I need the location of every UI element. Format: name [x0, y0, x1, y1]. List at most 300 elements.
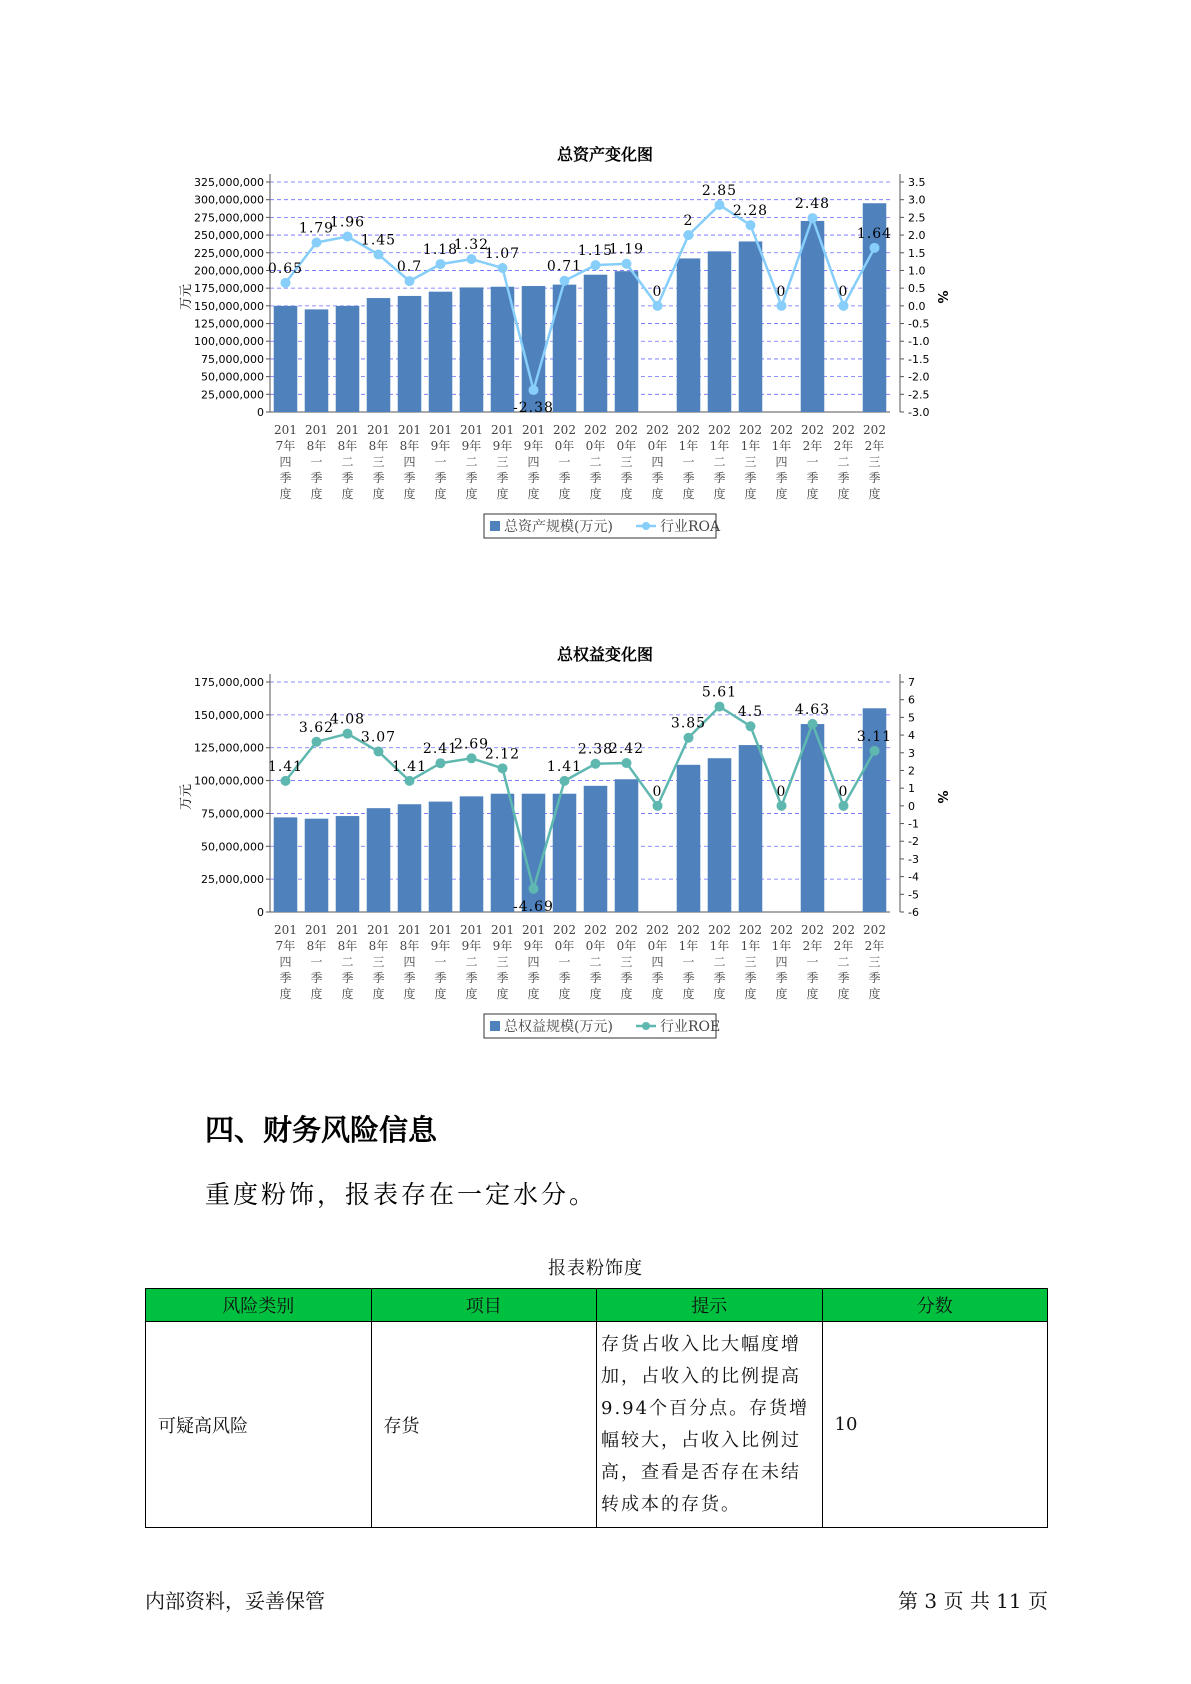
category-label-part: 2年	[833, 939, 854, 953]
chart-title: 总资产变化图	[556, 145, 654, 164]
right-axis-label: %	[934, 290, 949, 304]
data-label: 2	[683, 213, 694, 230]
right-tick-label: -5	[908, 888, 919, 902]
data-label: 0	[838, 283, 849, 300]
line-point	[653, 301, 663, 311]
left-tick-label: 300,000,000	[194, 193, 264, 207]
right-tick-label: -2	[908, 835, 919, 849]
header-risk-category: 风险类别	[146, 1289, 372, 1322]
category-label-part: 季	[434, 971, 447, 985]
data-label: 1.19	[608, 241, 645, 258]
bar	[584, 786, 608, 912]
category-label-part: 0年	[554, 939, 575, 953]
bar	[398, 296, 422, 412]
category-label-part: 四	[651, 455, 664, 469]
right-tick-label: -3	[908, 852, 919, 866]
category-label-part: 季	[837, 971, 850, 985]
data-label: 2.85	[701, 183, 738, 199]
line-point	[622, 259, 632, 269]
category-label-part: 度	[496, 987, 509, 1001]
category-label-part: 度	[434, 987, 447, 1001]
category-label-part: 一	[434, 955, 447, 969]
category-label-part: 度	[465, 987, 478, 1001]
right-tick-label: -0.5	[908, 317, 930, 331]
line-point	[343, 231, 353, 241]
category-label-part: 202	[708, 423, 731, 437]
category-label	[677, 923, 700, 1001]
category-label-part: 一	[806, 955, 819, 969]
category-label-part: 季	[651, 971, 664, 985]
left-tick-label: 325,000,000	[194, 176, 264, 189]
category-label-part: 8年	[337, 939, 358, 953]
legend-bar-swatch	[490, 521, 500, 531]
cell-hint: 存货占收入比大幅度增加，占收入的比例提高9.94个百分点。存货增幅较大，占收入比例过高，查看是否存在未结转成本的存货。	[597, 1322, 823, 1528]
category-label-part: 0年	[585, 439, 606, 453]
category-label-part: 季	[310, 971, 323, 985]
category-label-part: 度	[620, 987, 633, 1001]
left-tick-label: 175,000,000	[194, 676, 264, 689]
right-tick-label: 3	[908, 746, 915, 760]
category-label	[522, 923, 545, 1001]
category-label-part: 1年	[771, 939, 792, 953]
line-point	[343, 729, 353, 739]
category-label-part: 8年	[306, 939, 327, 953]
left-tick-label: 225,000,000	[194, 246, 264, 260]
legend-line-marker	[642, 522, 650, 530]
category-label-part: 季	[713, 971, 726, 985]
category-label-part: 201	[274, 423, 297, 437]
line-point	[436, 259, 446, 269]
category-label-part: 季	[651, 471, 664, 485]
bar	[305, 819, 329, 912]
category-label-part: 三	[496, 955, 509, 969]
section-summary: 重度粉饰，报表存在一定水分。	[205, 1180, 598, 1209]
category-label	[305, 423, 328, 501]
data-label: -2.38	[513, 400, 554, 417]
right-tick-label: -6	[908, 906, 919, 919]
data-label: 2.12	[484, 746, 521, 763]
category-label-part: 四	[279, 955, 292, 969]
category-label-part: 季	[527, 971, 540, 985]
right-tick-label: 2.5	[908, 211, 926, 225]
category-label-part: 一	[310, 955, 323, 969]
total-equity-chart	[170, 640, 970, 1070]
category-label	[491, 423, 514, 501]
category-label-part: 一	[434, 455, 447, 469]
data-label: 0	[652, 783, 663, 800]
left-tick-label: 75,000,000	[201, 807, 264, 821]
category-label-part: 202	[863, 423, 886, 437]
bar	[615, 271, 639, 412]
data-label: 2.38	[577, 741, 614, 758]
category-label	[863, 423, 886, 501]
legend	[484, 1014, 720, 1038]
bar	[460, 796, 484, 912]
data-label: 1.15	[577, 243, 614, 260]
category-label-part: 2年	[864, 939, 885, 953]
category-label-part: 季	[713, 471, 726, 485]
category-label-part: 一	[558, 955, 571, 969]
line-point	[777, 801, 787, 811]
data-label: 5.61	[701, 684, 738, 701]
category-label-part: 三	[620, 955, 633, 969]
header-item: 项目	[371, 1289, 597, 1322]
right-tick-label: 7	[908, 676, 915, 689]
bar	[398, 804, 422, 912]
category-label	[708, 423, 731, 501]
cell-item: 存货	[371, 1322, 597, 1528]
data-label: 2.48	[794, 196, 831, 213]
category-label-part: 201	[305, 423, 328, 437]
category-label-part: 8年	[337, 439, 358, 453]
left-tick-label: 25,000,000	[201, 388, 264, 402]
category-label-part: 2年	[802, 439, 823, 453]
category-label-part: 201	[491, 923, 514, 937]
data-label: 1.45	[360, 232, 397, 249]
category-label-part: 201	[336, 423, 359, 437]
category-label-part: 1年	[771, 439, 792, 453]
category-label-part: 季	[496, 971, 509, 985]
right-tick-label: -4	[908, 870, 919, 884]
category-label-part: 1年	[740, 939, 761, 953]
category-label-part: 度	[372, 487, 385, 501]
right-tick-label: -2.0	[908, 370, 930, 384]
right-tick-label: -1.0	[908, 335, 930, 349]
category-label-part: 度	[403, 487, 416, 501]
category-label-part: 2年	[864, 439, 885, 453]
data-label: 3.62	[298, 719, 335, 736]
category-label-part: 1年	[678, 439, 699, 453]
category-label-part: 度	[806, 987, 819, 1001]
right-tick-label: 3.5	[908, 176, 926, 189]
category-label-part: 季	[589, 471, 602, 485]
line-point	[405, 276, 415, 286]
category-label-part: 201	[460, 423, 483, 437]
category-label	[274, 423, 297, 501]
category-label-part: 度	[868, 487, 881, 501]
left-tick-label: 175,000,000	[194, 282, 264, 296]
category-label-part: 二	[465, 455, 478, 469]
chart-svg	[170, 640, 970, 1070]
left-tick-label: 0	[257, 906, 264, 919]
category-label-part: 202	[584, 423, 607, 437]
category-label-part: 201	[429, 923, 452, 937]
data-label: 3.85	[670, 715, 707, 732]
bar	[336, 816, 360, 912]
line-point	[312, 238, 322, 248]
data-label: 3.11	[856, 728, 893, 745]
category-label	[646, 423, 669, 501]
category-label-part: 8年	[368, 439, 389, 453]
category-label-part: 9年	[523, 939, 544, 953]
category-label-part: 四	[279, 455, 292, 469]
category-label-part: 202	[677, 423, 700, 437]
category-label-part: 二	[589, 955, 602, 969]
bar	[336, 306, 360, 412]
line-point	[715, 200, 725, 210]
line-point	[591, 759, 601, 769]
category-label-part: 二	[341, 955, 354, 969]
category-label-part: 四	[527, 955, 540, 969]
left-tick-label: 275,000,000	[194, 211, 264, 225]
category-label-part: 季	[775, 971, 788, 985]
category-label	[398, 923, 421, 1001]
category-label-part: 季	[558, 471, 571, 485]
category-label	[739, 923, 762, 1001]
right-tick-label: 1.5	[908, 246, 926, 260]
category-label-part: 度	[837, 487, 850, 501]
data-label: 0.7	[396, 259, 423, 276]
category-label	[522, 423, 545, 501]
category-label-part: 季	[682, 971, 695, 985]
category-label	[708, 923, 731, 1001]
category-label-part: 7年	[275, 939, 296, 953]
category-label-part: 一	[310, 455, 323, 469]
category-label	[615, 923, 638, 1001]
category-label-part: 202	[832, 923, 855, 937]
data-label: 0.71	[546, 258, 583, 275]
line-point	[529, 385, 539, 395]
chart-svg	[170, 140, 970, 570]
left-tick-label: 50,000,000	[201, 840, 264, 854]
category-label-part: 201	[274, 923, 297, 937]
line-point	[498, 763, 508, 773]
category-label-part: 8年	[306, 439, 327, 453]
category-label	[491, 923, 514, 1001]
bar	[739, 241, 763, 412]
category-label-part: 8年	[399, 939, 420, 953]
category-label-part: 四	[775, 955, 788, 969]
left-axis-label: 万元	[179, 283, 194, 311]
right-tick-label: 0.5	[908, 282, 926, 296]
line-point	[684, 230, 694, 240]
category-label-part: 度	[310, 987, 323, 1001]
left-tick-label: 25,000,000	[201, 873, 264, 887]
category-label-part: 度	[682, 487, 695, 501]
left-axis-label: 万元	[179, 783, 194, 811]
category-label-part: 202	[832, 423, 855, 437]
data-label: 3.07	[360, 729, 397, 746]
line-point	[436, 758, 446, 768]
bar	[584, 275, 608, 412]
category-label-part: 三	[496, 455, 509, 469]
category-label-part: 季	[372, 471, 385, 485]
left-tick-label: 75,000,000	[201, 352, 264, 366]
left-tick-label: 0	[257, 406, 264, 419]
category-label-part: 2年	[802, 939, 823, 953]
category-label-part: 202	[646, 423, 669, 437]
category-label	[739, 423, 762, 501]
bar	[739, 745, 763, 912]
line-point	[746, 220, 756, 230]
category-label-part: 202	[708, 923, 731, 937]
category-label	[553, 923, 576, 1001]
category-label-part: 季	[806, 971, 819, 985]
category-label	[367, 923, 390, 1001]
line-point	[467, 254, 477, 264]
category-label-part: 二	[341, 455, 354, 469]
category-label-part: 7年	[275, 439, 296, 453]
category-label-part: 二	[837, 455, 850, 469]
line-point	[281, 776, 291, 786]
category-label-part: 度	[434, 487, 447, 501]
line-point	[870, 746, 880, 756]
data-label: 4.63	[794, 701, 831, 718]
category-label	[677, 423, 700, 501]
category-label-part: 季	[341, 971, 354, 985]
category-label	[832, 423, 855, 501]
category-label-part: 一	[682, 955, 695, 969]
right-tick-label: 5	[908, 711, 915, 725]
category-label-part: 202	[739, 923, 762, 937]
category-label-part: 三	[868, 455, 881, 469]
category-label	[770, 423, 793, 501]
category-label-part: 202	[863, 923, 886, 937]
category-label-part: 季	[403, 471, 416, 485]
line-point	[777, 301, 787, 311]
category-label-part: 202	[677, 923, 700, 937]
category-label	[615, 423, 638, 501]
category-label-part: 度	[527, 487, 540, 501]
bar	[305, 309, 329, 412]
left-tick-label: 150,000,000	[194, 708, 264, 722]
legend-line-marker	[642, 1022, 650, 1030]
category-label-part: 201	[398, 423, 421, 437]
data-label: 1.18	[422, 242, 459, 259]
line-point	[560, 276, 570, 286]
category-label-part: 度	[558, 487, 571, 501]
category-label	[429, 423, 452, 501]
category-label-part: 度	[775, 987, 788, 1001]
right-tick-label: -2.5	[908, 388, 930, 402]
table-header-row	[146, 1289, 1048, 1322]
category-label-part: 二	[465, 955, 478, 969]
left-tick-label: 250,000,000	[194, 229, 264, 243]
category-label-part: 度	[558, 987, 571, 1001]
line-point	[529, 884, 539, 894]
data-label: 1.41	[391, 758, 428, 775]
category-label-part: 202	[801, 423, 824, 437]
data-label: 1.41	[267, 758, 304, 775]
data-label: 2.42	[608, 741, 645, 758]
category-label	[832, 923, 855, 1001]
total-assets-chart	[170, 140, 970, 570]
category-label-part: 季	[496, 471, 509, 485]
right-tick-label: 4	[908, 729, 915, 743]
bar	[801, 221, 825, 412]
line-point	[870, 243, 880, 253]
category-label-part: 度	[775, 487, 788, 501]
category-label-part: 1年	[740, 439, 761, 453]
right-tick-label: -1	[908, 817, 919, 831]
legend	[484, 514, 721, 538]
category-label-part: 9年	[461, 439, 482, 453]
line-point	[653, 801, 663, 811]
category-label-part: 季	[744, 971, 757, 985]
bar	[367, 298, 391, 412]
line-point	[839, 801, 849, 811]
right-tick-label: 0.0	[908, 299, 926, 313]
right-tick-label: -1.5	[908, 352, 930, 366]
category-label-part: 季	[465, 971, 478, 985]
category-label-part: 度	[837, 987, 850, 1001]
category-label-part: 季	[279, 971, 292, 985]
table-row	[146, 1322, 1048, 1528]
line-point	[746, 721, 756, 731]
category-label-part: 度	[341, 487, 354, 501]
category-label	[367, 423, 390, 501]
bar	[677, 765, 701, 912]
category-label-part: 度	[651, 487, 664, 501]
category-label-part: 9年	[430, 939, 451, 953]
left-tick-label: 100,000,000	[194, 774, 264, 788]
bar	[801, 724, 825, 912]
category-label-part: 1年	[709, 439, 730, 453]
header-score: 分数	[822, 1289, 1048, 1322]
category-label-part: 度	[651, 987, 664, 1001]
category-label-part: 一	[682, 455, 695, 469]
category-label-part: 度	[806, 487, 819, 501]
legend-bar-label: 总权益规模(万元)	[504, 1019, 613, 1035]
category-label	[336, 923, 359, 1001]
data-label: 2.69	[453, 736, 490, 753]
data-label: 4.08	[329, 711, 366, 728]
category-label-part: 季	[868, 971, 881, 985]
category-label-part: 一	[558, 455, 571, 469]
category-label-part: 度	[465, 487, 478, 501]
data-label: 0	[776, 283, 787, 300]
line-point	[281, 278, 291, 288]
data-label: 1.79	[298, 220, 335, 237]
category-label-part: 201	[429, 423, 452, 437]
category-label-part: 度	[279, 987, 292, 1001]
bar	[491, 794, 515, 912]
data-label: 1.64	[856, 225, 893, 242]
right-tick-label: 2	[908, 764, 915, 778]
left-tick-label: 200,000,000	[194, 264, 264, 278]
line-point	[374, 250, 384, 260]
category-label-part: 2年	[833, 439, 854, 453]
cell-score: 10	[822, 1322, 1048, 1528]
category-label	[460, 923, 483, 1001]
bar	[274, 306, 298, 412]
category-label-part: 202	[553, 423, 576, 437]
data-label: 1.96	[329, 214, 366, 231]
category-label	[584, 923, 607, 1001]
data-label: 1.32	[453, 237, 490, 254]
category-label-part: 四	[527, 455, 540, 469]
section-heading: 四、财务风险信息	[205, 1113, 438, 1147]
right-tick-label: 6	[908, 693, 915, 707]
category-label	[584, 423, 607, 501]
cell-risk-category: 可疑高风险	[146, 1322, 372, 1528]
category-label-part: 度	[713, 487, 726, 501]
category-label-part: 201	[305, 923, 328, 937]
category-label-part: 8年	[368, 939, 389, 953]
category-label-part: 202	[553, 923, 576, 937]
category-label-part: 1年	[709, 939, 730, 953]
bar	[429, 802, 453, 912]
line-point	[684, 733, 694, 743]
category-label-part: 9年	[430, 439, 451, 453]
category-label-part: 9年	[492, 939, 513, 953]
category-label-part: 202	[770, 423, 793, 437]
category-label-part: 季	[372, 971, 385, 985]
right-tick-label: 2.0	[908, 229, 926, 243]
category-label-part: 201	[460, 923, 483, 937]
category-label-part: 季	[465, 471, 478, 485]
category-label-part: 度	[682, 987, 695, 1001]
